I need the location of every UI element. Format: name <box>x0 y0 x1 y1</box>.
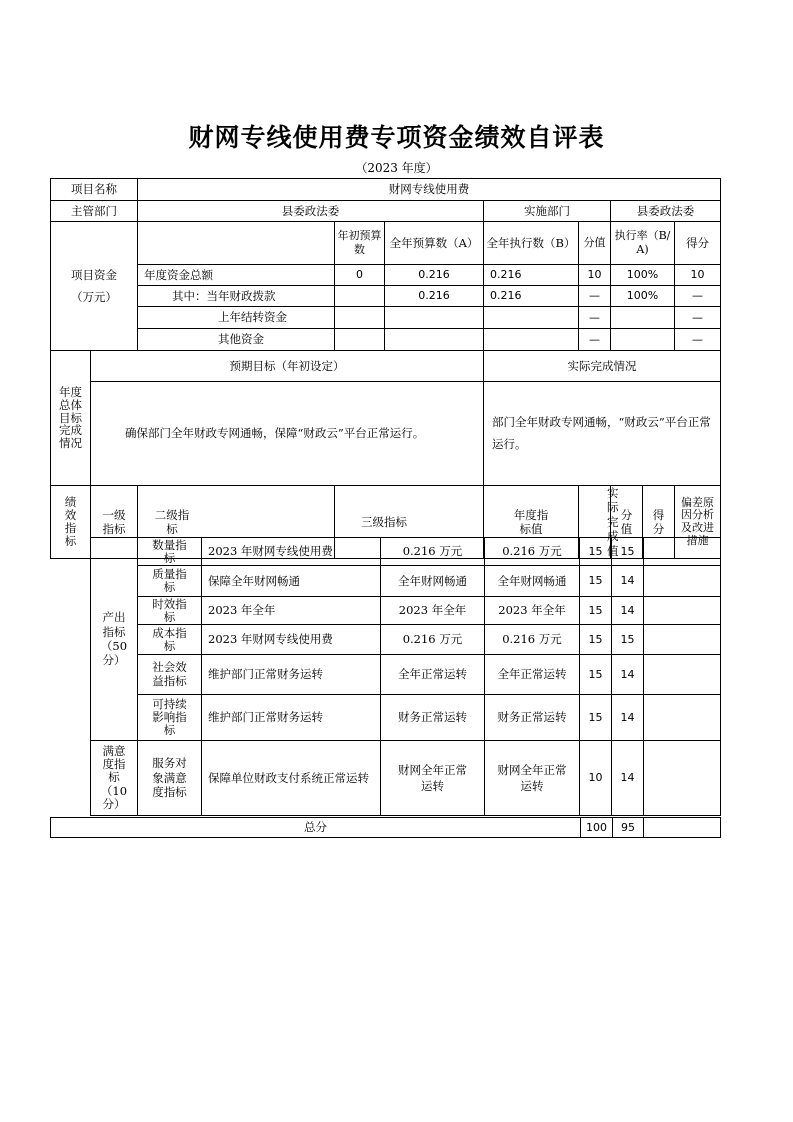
project-name-label: 项目名称 <box>51 179 138 201</box>
indicator-target: 2023 年全年 <box>381 597 485 625</box>
funds-row-score: — <box>675 307 721 329</box>
implementing-dept-label: 实施部门 <box>484 201 611 222</box>
indicator-actual: 全年财网畅通 <box>485 566 580 597</box>
funds-row-label: 其中：当年财政拨款 <box>138 286 335 307</box>
project-name-value: 财网专线使用费 <box>138 179 721 201</box>
initial-budget-header: 年初预算数 <box>335 222 385 265</box>
funds-label-cell <box>51 222 138 351</box>
indicator-target: 全年财网畅通 <box>381 566 485 597</box>
page-title: 财网专线使用费专项资金绩效自评表 <box>188 123 605 152</box>
level1-header: 一级指标 <box>91 486 138 559</box>
indicator-actual: 全年正常运转 <box>485 655 580 695</box>
indicator-actual: 财网全年正常运转 <box>485 741 580 816</box>
funds-header-blank <box>138 222 335 265</box>
indicator-actual: 0.216 万元 <box>485 625 580 655</box>
funds-row-initial <box>335 286 385 307</box>
indicator-level3: 2023 年财网专线使用费 <box>202 538 381 566</box>
indicator-level3: 2023 年财网专线使用费 <box>202 625 381 655</box>
funds-row-score-value: — <box>579 329 611 351</box>
indicator-row <box>91 695 721 741</box>
funds-row-rate <box>611 307 675 329</box>
supervising-dept-value: 县委政法委 <box>138 201 484 222</box>
funds-row-score-value: 10 <box>579 265 611 286</box>
indicator-deviation <box>644 538 721 566</box>
funds-row-annual: 0.216 <box>385 265 484 286</box>
indicator-score: 15 <box>612 625 644 655</box>
funds-row <box>51 265 721 286</box>
annual-budget-header: 全年预算数（A） <box>385 222 484 265</box>
indicator-deviation <box>644 695 721 741</box>
annual-goals-label: 年度总体目标完成情况 <box>51 351 91 486</box>
funds-row-executed <box>484 329 579 351</box>
funds-row-executed <box>484 307 579 329</box>
deviation-header: 偏差原因分析及改进措施 <box>675 486 721 559</box>
indicator-actual: 2023 年全年 <box>485 597 580 625</box>
indicator-row <box>91 597 721 625</box>
indicator-row <box>91 655 721 695</box>
indicator-score-value: 15 <box>580 655 612 695</box>
level2-header: 二级指标 <box>154 507 190 536</box>
indicator-actual: 0.216 万元 <box>485 538 580 566</box>
funds-row-score: 10 <box>675 265 721 286</box>
funds-row-score-value: — <box>579 286 611 307</box>
indicator-level2: 可持续影响指标 <box>138 695 202 741</box>
indicator-level2: 质量指标 <box>138 566 202 597</box>
indicator-score-value: 10 <box>580 741 612 816</box>
satisfaction-indicator-label: 满意度指标（10分） <box>91 741 138 816</box>
indicator-deviation <box>644 655 721 695</box>
indicator-target: 财网全年正常运转 <box>381 741 485 816</box>
funds-row-initial <box>335 307 385 329</box>
indicator-score-value: 15 <box>580 566 612 597</box>
indicator-level3: 保障单位财政支付系统正常运转 <box>202 741 381 816</box>
indicator-score-value: 15 <box>580 625 612 655</box>
funds-row <box>51 307 721 329</box>
supervising-dept-label: 主管部门 <box>51 201 138 222</box>
perf-score-value-header: 分值 <box>611 486 643 559</box>
total-deviation <box>644 818 721 838</box>
indicator-level2: 社会效益指标 <box>138 655 202 695</box>
implementing-dept-value: 县委政法委 <box>611 201 721 222</box>
funds-row-score-value: — <box>579 307 611 329</box>
indicator-target: 财务正常运转 <box>381 695 485 741</box>
execution-rate-header: 执行率（B/A) <box>611 222 675 265</box>
funds-row-rate: 100% <box>611 265 675 286</box>
funds-row <box>51 286 721 307</box>
expected-goal-text: 确保部门全年财政专网通畅，保障“财政云”平台正常运行。 <box>91 382 484 486</box>
indicator-score: 14 <box>612 695 644 741</box>
funds-row-rate: 100% <box>611 286 675 307</box>
executed-header: 全年执行数（B） <box>484 222 579 265</box>
funds-row-annual <box>385 307 484 329</box>
indicator-level3: 保障全年财网畅通 <box>202 566 381 597</box>
funds-row-score: — <box>675 329 721 351</box>
indicator-level2: 成本指标 <box>138 625 202 655</box>
indicator-actual: 财务正常运转 <box>485 695 580 741</box>
indicator-level3: 维护部门正常财务运转 <box>202 695 381 741</box>
funds-row-executed: 0.216 <box>484 265 579 286</box>
funds-row-initial: 0 <box>335 265 385 286</box>
indicator-target: 0.216 万元 <box>381 625 485 655</box>
funds-row-annual <box>385 329 484 351</box>
indicator-score: 14 <box>612 597 644 625</box>
indicator-level3: 维护部门正常财务运转 <box>202 655 381 695</box>
funds-row-score: — <box>675 286 721 307</box>
indicator-level2: 时效指标 <box>138 597 202 625</box>
indicator-target: 0.216 万元 <box>381 538 485 566</box>
funds-row-label: 其他资金 <box>138 329 335 351</box>
funds-score-header: 得分 <box>675 222 721 265</box>
actual-header: 实际完成值 <box>579 486 611 559</box>
perf-score-header: 得分 <box>643 486 675 559</box>
indicator-level2: 服务对象满意度指标 <box>138 741 202 816</box>
indicator-deviation <box>644 625 721 655</box>
self-evaluation-table <box>50 178 721 559</box>
expected-goal-header: 预期目标（年初设定） <box>91 351 484 382</box>
indicator-row <box>91 566 721 597</box>
funds-score-value-header: 分值 <box>579 222 611 265</box>
funds-label: 项目资金 <box>71 267 117 282</box>
level3-header: 三级指标 <box>335 486 484 559</box>
total-label: 总分 <box>51 818 581 838</box>
indicator-row <box>91 741 721 816</box>
total-row-table <box>50 817 721 838</box>
indicator-level2: 数量指标 <box>138 538 202 566</box>
page-subtitle: （2023 年度） <box>355 161 438 175</box>
funds-row-annual: 0.216 <box>385 286 484 307</box>
performance-indicators-label: 绩效指标 <box>51 486 91 559</box>
indicator-deviation <box>644 597 721 625</box>
indicator-deviation <box>644 566 721 597</box>
indicator-score-value: 15 <box>580 695 612 741</box>
indicator-score-value: 15 <box>580 538 612 566</box>
funds-row-label: 年度资金总额 <box>138 265 335 286</box>
funds-row-initial <box>335 329 385 351</box>
indicator-row <box>91 538 721 566</box>
indicator-score: 15 <box>612 538 644 566</box>
indicator-score: 14 <box>612 741 644 816</box>
total-score-value: 100 <box>581 818 613 838</box>
funds-row-executed: 0.216 <box>484 286 579 307</box>
output-indicator-label: 产出指标（50分） <box>91 538 138 741</box>
indicator-deviation <box>644 741 721 816</box>
funds-row-rate <box>611 329 675 351</box>
indicator-score: 14 <box>612 566 644 597</box>
indicator-level3: 2023 年全年 <box>202 597 381 625</box>
indicator-row <box>91 625 721 655</box>
total-score: 95 <box>613 818 644 838</box>
actual-goal-header: 实际完成情况 <box>484 351 721 382</box>
indicator-score-value: 15 <box>580 597 612 625</box>
funds-row <box>51 329 721 351</box>
indicator-target: 全年正常运转 <box>381 655 485 695</box>
target-header: 年度指标值 <box>484 486 579 559</box>
indicator-score: 14 <box>612 655 644 695</box>
funds-unit: （万元） <box>71 290 117 304</box>
performance-detail-table <box>90 537 721 816</box>
funds-row-label: 上年结转资金 <box>138 307 335 329</box>
actual-goal-text: 部门全年财政专网通畅，“财政云”平台正常运行。 <box>484 382 721 486</box>
